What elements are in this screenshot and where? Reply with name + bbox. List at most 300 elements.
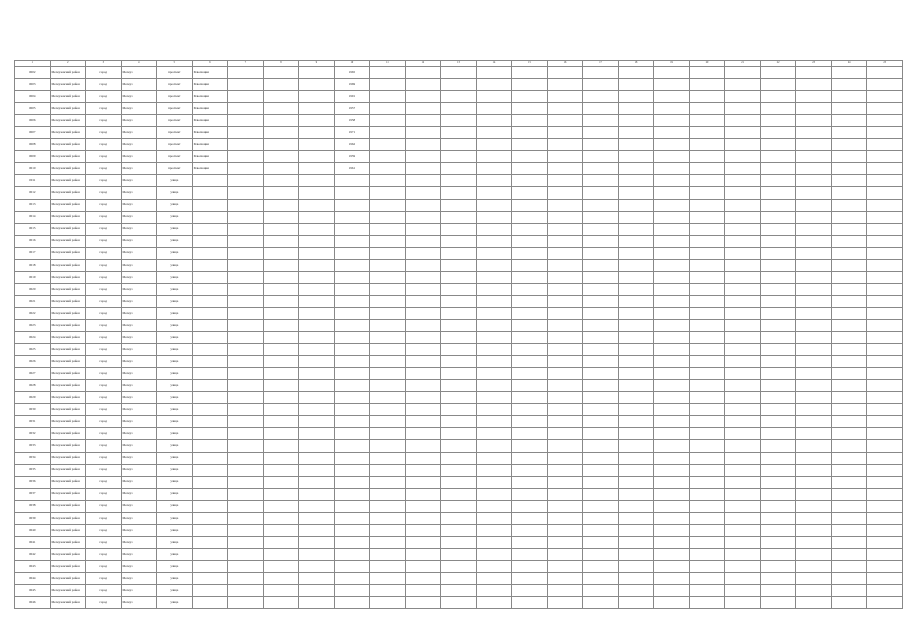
- table-cell: [441, 440, 477, 452]
- table-cell: [405, 187, 441, 199]
- table-cell: [689, 271, 725, 283]
- table-cell: [583, 319, 619, 331]
- table-cell: [263, 332, 299, 344]
- table-cell: [441, 223, 477, 235]
- table-cell: [512, 428, 548, 440]
- table-cell: [654, 536, 690, 548]
- table-cell: [618, 452, 654, 464]
- table-cell: [370, 115, 406, 127]
- table-cell: [831, 103, 867, 115]
- table-cell: [796, 572, 832, 584]
- table-cell: Мелеузовский район: [50, 271, 86, 283]
- table-cell: [547, 344, 583, 356]
- table-cell: [618, 524, 654, 536]
- table-cell: [370, 500, 406, 512]
- table-cell: [796, 368, 832, 380]
- table-cell: [441, 151, 477, 163]
- table-cell: [192, 512, 228, 524]
- table-cell: [405, 103, 441, 115]
- table-cell: [263, 416, 299, 428]
- table-cell: [547, 464, 583, 476]
- column-number: 3: [86, 61, 122, 67]
- table-cell: [796, 139, 832, 151]
- table-cell: [405, 295, 441, 307]
- table-cell: Мелеузовский район: [50, 115, 86, 127]
- table-cell: [618, 428, 654, 440]
- table-cell: [370, 380, 406, 392]
- table-cell: [654, 139, 690, 151]
- table-cell: [547, 259, 583, 271]
- table-cell: Мелеузовский район: [50, 344, 86, 356]
- table-cell: [370, 307, 406, 319]
- table-cell: [263, 175, 299, 187]
- table-cell: [867, 247, 903, 259]
- table-cell: [654, 344, 690, 356]
- table-cell: [334, 572, 370, 584]
- table-cell: [618, 356, 654, 368]
- table-cell: [263, 428, 299, 440]
- table-cell: улица: [157, 211, 193, 223]
- table-cell: [618, 151, 654, 163]
- table-cell: Мелеуз: [121, 247, 157, 259]
- table-cell: [689, 319, 725, 331]
- table-cell: [689, 247, 725, 259]
- table-cell: город: [86, 476, 122, 488]
- table-row: [15, 464, 903, 476]
- table-row: [15, 392, 903, 404]
- table-cell: 0020: [15, 283, 51, 295]
- table-cell: город: [86, 524, 122, 536]
- column-number: 24: [831, 61, 867, 67]
- table-cell: Мелеузовский район: [50, 295, 86, 307]
- table-cell: [867, 332, 903, 344]
- table-cell: [299, 500, 335, 512]
- table-cell: Мелеуз: [121, 560, 157, 572]
- table-cell: [334, 175, 370, 187]
- table-row: [15, 524, 903, 536]
- table-cell: [263, 585, 299, 597]
- table-cell: 0022: [15, 307, 51, 319]
- table-cell: [867, 283, 903, 295]
- table-cell: Мелеуз: [121, 151, 157, 163]
- table-cell: [334, 512, 370, 524]
- table-cell: [263, 597, 299, 609]
- table-cell: [547, 428, 583, 440]
- table-cell: [583, 283, 619, 295]
- table-cell: [654, 368, 690, 380]
- table-cell: [867, 392, 903, 404]
- table-cell: Мелеуз: [121, 380, 157, 392]
- table-cell: [831, 512, 867, 524]
- table-cell: [441, 199, 477, 211]
- table-cell: город: [86, 139, 122, 151]
- table-cell: Революции: [192, 67, 228, 79]
- table-cell: 0033: [15, 440, 51, 452]
- table-cell: [725, 235, 761, 247]
- table-cell: [796, 560, 832, 572]
- table-cell: [441, 332, 477, 344]
- table-cell: [512, 597, 548, 609]
- table-cell: [760, 271, 796, 283]
- table-cell: город: [86, 392, 122, 404]
- table-cell: [831, 356, 867, 368]
- table-cell: [760, 560, 796, 572]
- table-cell: [370, 259, 406, 271]
- table-cell: [192, 223, 228, 235]
- table-cell: Мелеузовский район: [50, 319, 86, 331]
- table-cell: улица: [157, 175, 193, 187]
- table-cell: город: [86, 356, 122, 368]
- table-cell: улица: [157, 560, 193, 572]
- table-cell: [796, 416, 832, 428]
- table-cell: [299, 247, 335, 259]
- table-cell: [583, 91, 619, 103]
- table-cell: Мелеуз: [121, 211, 157, 223]
- table-cell: [441, 91, 477, 103]
- table-cell: [831, 332, 867, 344]
- table-cell: [512, 548, 548, 560]
- table-cell: [441, 524, 477, 536]
- table-cell: Мелеузовский район: [50, 247, 86, 259]
- table-cell: [725, 295, 761, 307]
- table-cell: [547, 597, 583, 609]
- table-cell: [547, 560, 583, 572]
- table-cell: [299, 536, 335, 548]
- table-cell: 1958: [334, 115, 370, 127]
- table-cell: Мелеузовский район: [50, 464, 86, 476]
- table-cell: [689, 500, 725, 512]
- table-cell: [867, 524, 903, 536]
- table-cell: улица: [157, 187, 193, 199]
- table-cell: [867, 368, 903, 380]
- table-cell: [476, 536, 512, 548]
- table-cell: [441, 211, 477, 223]
- table-cell: 0019: [15, 271, 51, 283]
- table-cell: [192, 560, 228, 572]
- table-cell: [334, 597, 370, 609]
- table-cell: [476, 103, 512, 115]
- table-cell: [725, 597, 761, 609]
- table-cell: 0012: [15, 187, 51, 199]
- table-cell: [867, 585, 903, 597]
- table-cell: [370, 199, 406, 211]
- table-cell: [689, 163, 725, 175]
- table-cell: [796, 175, 832, 187]
- table-cell: [476, 560, 512, 572]
- table-cell: 0008: [15, 139, 51, 151]
- table-cell: [334, 428, 370, 440]
- table-cell: [760, 452, 796, 464]
- column-number: 6: [192, 61, 228, 67]
- table-cell: [476, 452, 512, 464]
- table-cell: [405, 67, 441, 79]
- table-cell: [760, 235, 796, 247]
- table-cell: [299, 476, 335, 488]
- table-cell: [441, 175, 477, 187]
- table-cell: [725, 404, 761, 416]
- table-cell: [370, 67, 406, 79]
- table-cell: [192, 259, 228, 271]
- table-cell: [689, 67, 725, 79]
- table-cell: [441, 428, 477, 440]
- table-cell: [263, 560, 299, 572]
- table-cell: [263, 500, 299, 512]
- table-cell: [512, 103, 548, 115]
- table-cell: [654, 488, 690, 500]
- table-row: [15, 356, 903, 368]
- table-cell: [441, 416, 477, 428]
- table-cell: [476, 67, 512, 79]
- table-cell: [760, 548, 796, 560]
- table-cell: [831, 199, 867, 211]
- table-cell: [441, 512, 477, 524]
- table-cell: [689, 307, 725, 319]
- table-cell: [725, 440, 761, 452]
- table-cell: [689, 572, 725, 584]
- table-cell: [867, 500, 903, 512]
- table-cell: [476, 428, 512, 440]
- table-cell: [796, 332, 832, 344]
- table-cell: [263, 163, 299, 175]
- table-cell: [405, 368, 441, 380]
- table-row: [15, 476, 903, 488]
- table-cell: [228, 271, 264, 283]
- table-cell: [512, 259, 548, 271]
- column-number: 13: [441, 61, 477, 67]
- table-cell: [831, 380, 867, 392]
- column-number: 1: [15, 61, 51, 67]
- table-cell: [405, 332, 441, 344]
- table-cell: [725, 560, 761, 572]
- column-number: 4: [121, 61, 157, 67]
- table-cell: [334, 223, 370, 235]
- table-cell: [228, 163, 264, 175]
- table-cell: [654, 597, 690, 609]
- table-cell: [476, 356, 512, 368]
- table-cell: [228, 103, 264, 115]
- table-cell: [867, 307, 903, 319]
- table-cell: [370, 127, 406, 139]
- table-cell: [760, 187, 796, 199]
- table-cell: [334, 332, 370, 344]
- table-cell: Мелеузовский район: [50, 476, 86, 488]
- table-cell: [370, 464, 406, 476]
- table-cell: [441, 464, 477, 476]
- table-cell: [760, 103, 796, 115]
- table-cell: улица: [157, 392, 193, 404]
- table-cell: [618, 175, 654, 187]
- table-cell: [476, 500, 512, 512]
- table-cell: [228, 91, 264, 103]
- table-cell: [405, 91, 441, 103]
- table-cell: [334, 440, 370, 452]
- table-cell: город: [86, 512, 122, 524]
- table-cell: [725, 223, 761, 235]
- table-row: [15, 380, 903, 392]
- table-cell: Мелеуз: [121, 392, 157, 404]
- table-cell: [796, 428, 832, 440]
- table-cell: [689, 404, 725, 416]
- table-cell: [441, 404, 477, 416]
- table-cell: [654, 151, 690, 163]
- table-row: [15, 368, 903, 380]
- table-cell: [405, 548, 441, 560]
- table-cell: [583, 79, 619, 91]
- table-cell: улица: [157, 597, 193, 609]
- table-cell: [476, 91, 512, 103]
- table-cell: [725, 163, 761, 175]
- table-row: [15, 332, 903, 344]
- table-cell: [725, 91, 761, 103]
- table-cell: [831, 307, 867, 319]
- table-cell: [405, 307, 441, 319]
- table-cell: [370, 91, 406, 103]
- table-cell: Мелеуз: [121, 572, 157, 584]
- table-cell: [618, 199, 654, 211]
- table-cell: [831, 572, 867, 584]
- table-cell: [654, 67, 690, 79]
- table-cell: [654, 163, 690, 175]
- table-cell: [512, 392, 548, 404]
- table-cell: [263, 271, 299, 283]
- table-cell: Мелеузовский район: [50, 235, 86, 247]
- table-cell: [618, 283, 654, 295]
- table-cell: Мелеузовский район: [50, 368, 86, 380]
- table-cell: [689, 416, 725, 428]
- table-cell: 0032: [15, 428, 51, 440]
- table-cell: [796, 295, 832, 307]
- table-cell: [547, 319, 583, 331]
- table-cell: город: [86, 319, 122, 331]
- table-row: [15, 404, 903, 416]
- table-cell: [299, 356, 335, 368]
- table-cell: Революции: [192, 163, 228, 175]
- table-cell: [334, 187, 370, 199]
- table-row: [15, 572, 903, 584]
- table-cell: город: [86, 175, 122, 187]
- table-cell: [299, 597, 335, 609]
- table-cell: [370, 488, 406, 500]
- table-cell: город: [86, 79, 122, 91]
- table-cell: Мелеузовский район: [50, 585, 86, 597]
- table-cell: [263, 199, 299, 211]
- table-row: [15, 512, 903, 524]
- table-cell: [867, 560, 903, 572]
- table-cell: [618, 380, 654, 392]
- table-cell: [512, 452, 548, 464]
- table-cell: [618, 332, 654, 344]
- table-cell: [760, 332, 796, 344]
- table-cell: [476, 332, 512, 344]
- table-cell: [228, 151, 264, 163]
- table-row: [15, 500, 903, 512]
- table-cell: Мелеузовский район: [50, 488, 86, 500]
- data-table: [14, 60, 903, 609]
- table-row: [15, 271, 903, 283]
- table-cell: [867, 103, 903, 115]
- table-cell: 1991: [334, 91, 370, 103]
- table-cell: [547, 440, 583, 452]
- table-cell: [831, 247, 867, 259]
- table-cell: [547, 211, 583, 223]
- table-cell: [618, 211, 654, 223]
- table-cell: [334, 464, 370, 476]
- table-cell: Мелеузовский район: [50, 440, 86, 452]
- table-cell: город: [86, 404, 122, 416]
- table-cell: [263, 319, 299, 331]
- table-cell: [263, 464, 299, 476]
- table-cell: [796, 103, 832, 115]
- table-cell: [760, 247, 796, 259]
- table-cell: город: [86, 127, 122, 139]
- table-cell: [441, 235, 477, 247]
- table-cell: [441, 500, 477, 512]
- table-cell: 1959: [334, 151, 370, 163]
- table-cell: [405, 536, 441, 548]
- table-cell: [796, 115, 832, 127]
- table-cell: проспект: [157, 127, 193, 139]
- table-cell: проспект: [157, 163, 193, 175]
- table-cell: [547, 476, 583, 488]
- table-cell: [689, 452, 725, 464]
- table-cell: 0011: [15, 175, 51, 187]
- table-cell: [263, 259, 299, 271]
- table-cell: Мелеузовский район: [50, 187, 86, 199]
- table-cell: [512, 223, 548, 235]
- table-cell: [441, 319, 477, 331]
- table-cell: [583, 295, 619, 307]
- table-cell: [299, 512, 335, 524]
- table-cell: [334, 524, 370, 536]
- column-number: 14: [476, 61, 512, 67]
- table-cell: [547, 416, 583, 428]
- table-cell: [299, 464, 335, 476]
- table-cell: [476, 235, 512, 247]
- table-cell: [689, 464, 725, 476]
- table-cell: Мелеузовский район: [50, 512, 86, 524]
- table-cell: [689, 127, 725, 139]
- table-cell: город: [86, 597, 122, 609]
- table-cell: [476, 597, 512, 609]
- table-cell: 0026: [15, 356, 51, 368]
- table-cell: [299, 404, 335, 416]
- table-cell: город: [86, 259, 122, 271]
- table-cell: [654, 452, 690, 464]
- table-cell: [689, 259, 725, 271]
- table-cell: [689, 283, 725, 295]
- table-cell: [547, 536, 583, 548]
- table-cell: [547, 187, 583, 199]
- table-cell: [583, 440, 619, 452]
- table-cell: город: [86, 67, 122, 79]
- table-cell: [654, 332, 690, 344]
- table-cell: город: [86, 500, 122, 512]
- table-cell: [512, 440, 548, 452]
- table-row: [15, 127, 903, 139]
- table-cell: [867, 79, 903, 91]
- table-cell: [228, 67, 264, 79]
- table-cell: [654, 404, 690, 416]
- table-cell: [760, 259, 796, 271]
- table-cell: [299, 524, 335, 536]
- table-cell: [476, 440, 512, 452]
- table-cell: [299, 187, 335, 199]
- table-cell: [334, 416, 370, 428]
- table-cell: [618, 464, 654, 476]
- table-cell: [263, 476, 299, 488]
- table-cell: 0023: [15, 319, 51, 331]
- table-cell: [192, 548, 228, 560]
